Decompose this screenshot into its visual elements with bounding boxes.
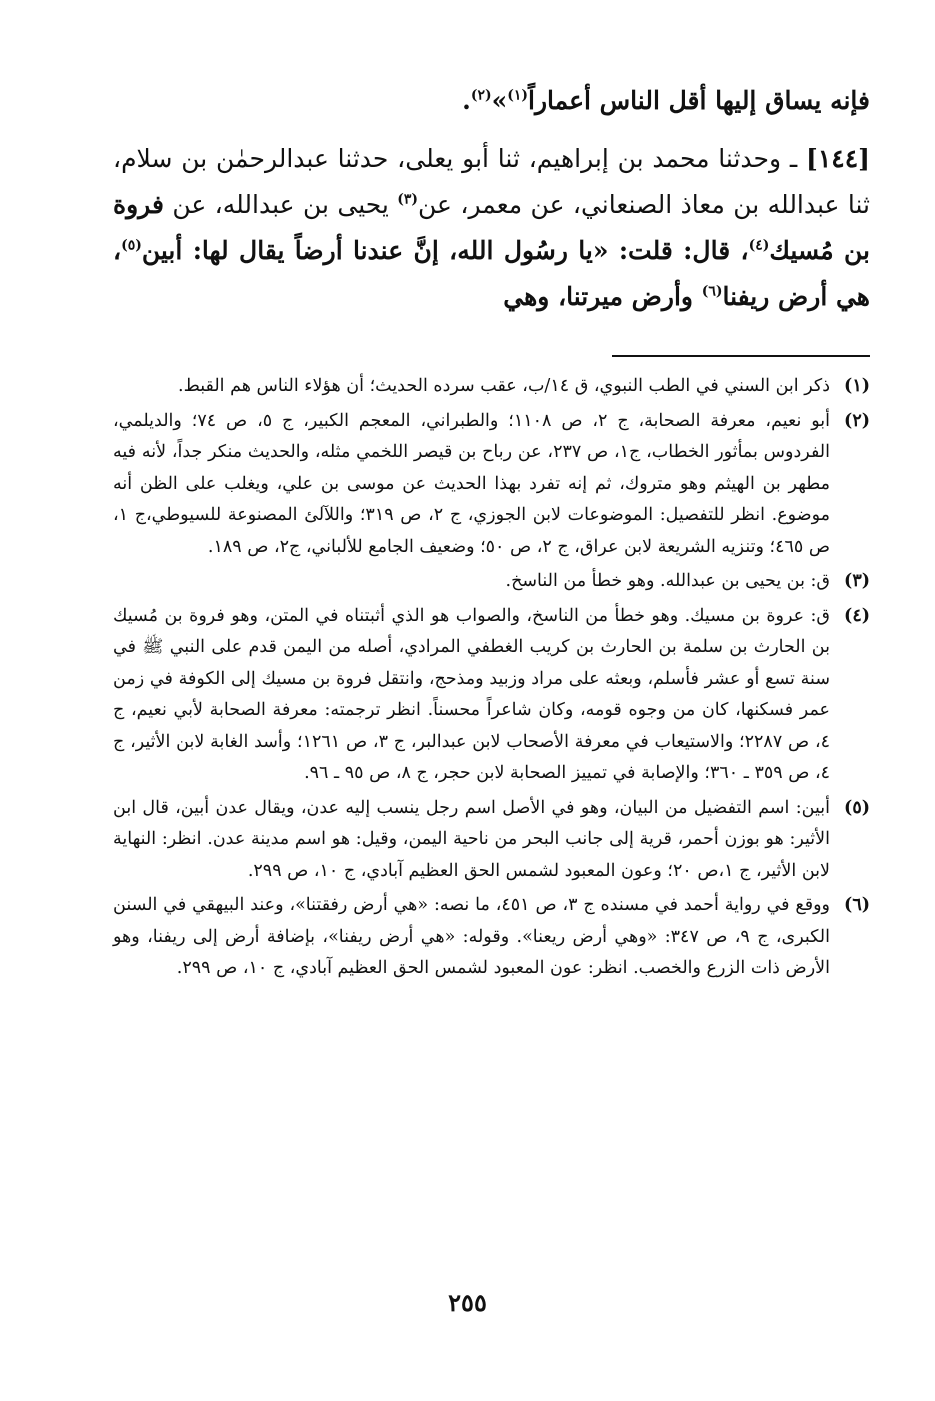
footnote-number: (٥)	[844, 797, 870, 818]
footnote-text: أبو نعيم، معرفة الصحابة، ج ٢، ص ١١٠٨؛ والطبراني، المعجم الكبير، ج ٥، ص ٧٤؛ والديلمي، الفردوس بمأثور الخطاب، ج١، ص ٢٣٧، عن رباح بن قيصر اللخمي مثله، والحديث منكر جداً، لأنه فيه مطهر بن الهيثم وهو متروك، ثم إنه تفرد بهذا الحديث عن موسى بن علي، ويغلب على الظن أنه موضوع. انظر للتفصيل: الموضوعات لابن الجوزي، ج ٢، ص ٣١٩؛ واللآلئ المصنوعة للسيوطي،ج ١، ص ٤٦٥؛ وتنزيه الشريعة لابن عراق، ج ٢، ص ٥٠؛ وضعيف الجامع للألباني، ج٢، ص ١٨٩.	[113, 410, 830, 557]
footnote-number: (٤)	[844, 605, 870, 626]
footnote-separator	[612, 355, 870, 357]
footnote-number: (٦)	[844, 895, 870, 915]
footnote-text: ووقع في رواية أحمد في مسنده ج ٣، ص ٤٥١، ما نصه: «هي أرض رفقتنا»، وعند البيهقي في السنن الكبرى، ج ٩، ص ٣٤٧: «وهي أرض ريعنا». وقوله: «هي أرض ريفنا»، بإضافة أرض إلى ريفنا، وهو الأرض ذات الزرع والخصب. انظر: عون المعبود لشمس الحق العظيم آبادي، ج ١٠، ص ٢٩٩.	[113, 895, 830, 978]
isnad-text-2: يحيى بن عبدالله، عن	[163, 190, 398, 219]
footnotes	[113, 371, 870, 985]
footnote-1	[113, 371, 870, 403]
hadith-number: [١٤٤]	[806, 144, 870, 173]
footnote-number: (٢)	[844, 410, 870, 431]
footnote-3	[113, 566, 870, 598]
matn-text-3: وأرض ميرتنا، وهي	[503, 282, 702, 311]
main-paragraph-1	[113, 78, 870, 124]
footnote-text: أبين: اسم التفضيل من البيان، وهو في الأصل اسم رجل ينسب إليه عدن، ويقال عدن أبين، قال ابن الأثير: هو بوزن أحمر، قرية إلى جانب البحر من ناحية اليمن، وقيل: هو اسم مدينة عدن. انظر: النهاية لابن الأثير، ج ١،ص ٢٠؛ وعون المعبود لشمس الحق العظيم آبادي، ج ١٠، ص ٢٩٩.	[113, 797, 830, 881]
footnote-ref-4[interactable]: (٤)	[748, 237, 770, 254]
footnote-number: (١)	[844, 376, 870, 396]
line-end: .	[462, 86, 471, 115]
footnote-ref-5[interactable]: (٥)	[121, 237, 142, 254]
page-body	[113, 78, 870, 988]
footnote-ref-6[interactable]: (٦)	[701, 283, 723, 300]
footnote-2	[113, 406, 870, 564]
footnote-number: (٣)	[844, 571, 870, 591]
footnote-ref-3[interactable]: (٣)	[397, 191, 419, 208]
footnote-ref-1[interactable]: (١)	[507, 87, 528, 104]
main-text	[113, 78, 870, 320]
footnote-ref-2[interactable]: (٢)	[470, 87, 492, 104]
isnad-text-1: ـ وحدثنا محمد بن إبراهيم، ثنا أبو يعلى، حدثنا عبدالرحمٰن بن سلام، ثنا عبدالله بن معاذ الصنعاني، عن معمر، عن	[113, 144, 870, 219]
matn-text-2: ، هي أرض ريفنا	[113, 236, 870, 311]
closing-quote: »	[491, 86, 508, 115]
footnote-text: ق: عروة بن مسيك. وهو خطأ من الناسخ، والصواب هو الذي أثبتناه في المتن، وهو فروة بن مُسيك بن الحارث بن سلمة بن الحارث بن كريب الغطفي المرادي، أصله من اليمن قدم على النبي ﷺ في سنة تسع أو عشر فأسلم، وبعثه على مراد وزبيد ومذحج، وانتقل فروة بن مسيك إلى الكوفة في زمن عمر فسكنها، كان من وجوه قومه، وكان شاعراً محسناً. انظر ترجمته: معرفة الصحابة لأبي نعيم، ج ٤، ص ٢٢٨٧؛ والاستيعاب في معرفة الأصحاب لابن عبدالبر، ج ٣، ص ١٢٦١؛ وأسد الغابة لابن الأثير، ج ٤، ص ٣٥٩ ـ ٣٦٠؛ والإصابة في تمييز الصحابة لابن حجر، ج ٨، ص ٩٥ ـ ٩٦.	[113, 605, 831, 783]
footnote-5	[113, 793, 870, 888]
footnote-4	[113, 601, 870, 790]
main-line-1: فإنه يساق إليها أقل الناس أعماراً	[528, 86, 870, 115]
footnote-text: ذكر ابن السني في الطب النبوي، ق ١٤/ب، عقب سرده الحديث؛ أن هؤلاء الناس هم القبط.	[178, 376, 830, 396]
matn-text-1: ، قال: قلت: «يا رسُول الله، إنَّ عندنا أرضاً يقال لها: أبين	[141, 236, 749, 265]
page-number: ٢٥٥	[448, 1288, 487, 1317]
footnote-text: ق: بن يحيى بن عبدالله. وهو خطأ من الناسخ.	[505, 571, 830, 591]
narrator-name: فروة بن مُسيك	[113, 190, 871, 265]
main-paragraph-2	[113, 136, 870, 320]
footnote-6	[113, 890, 870, 985]
